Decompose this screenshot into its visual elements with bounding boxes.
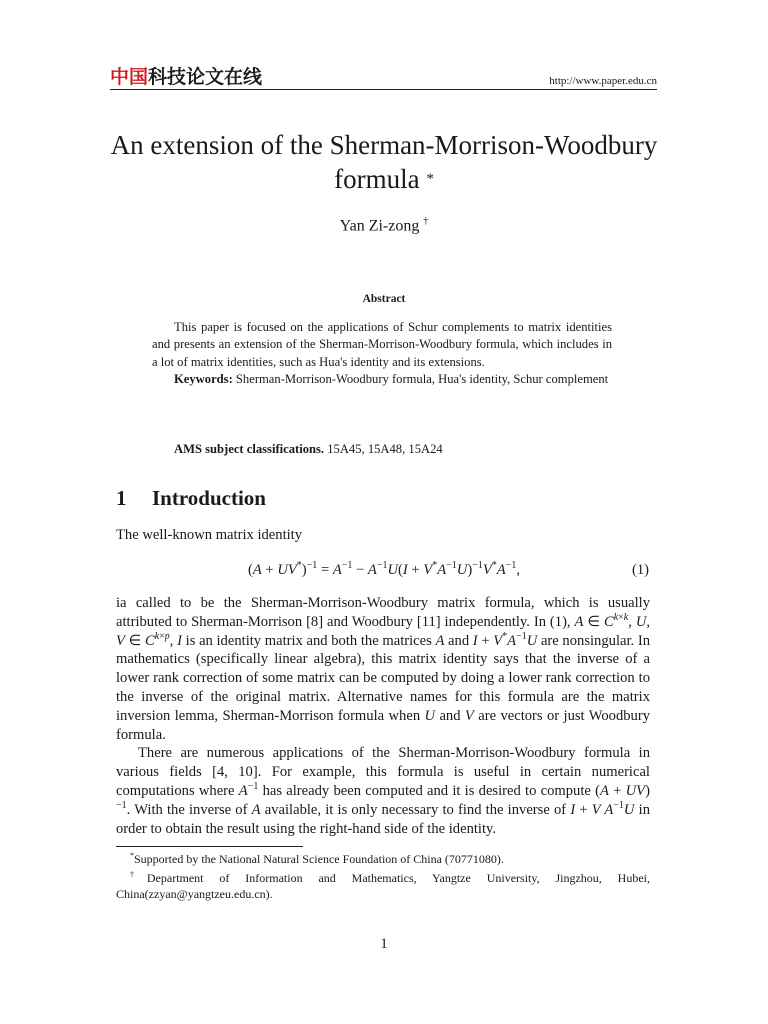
footnote-1-text: Supported by the National Natural Science Foundation of China (70771080). xyxy=(134,852,504,866)
footnote-2-text: Department of Information and Mathematics, Yangtze University, Jingzhou, Hubei, China(zzyan@yangtzeu.edu.cn). xyxy=(116,871,650,902)
p2-text-d: available, it is only necessary to find the inverse of xyxy=(260,801,571,818)
abstract-heading: Abstract xyxy=(362,293,406,305)
keywords-text: Sherman-Morrison-Woodbury formula, Hua's identity, Schur complement xyxy=(235,372,609,387)
equation-1: $(A + UV^*)^{-1} = A^{-1} - A^{-1}U(I + V^*A^{-1}U)^{-1}V^*A^{-1}$, xyxy=(247,560,520,578)
site-url[interactable]: http://www.paper.edu.cn xyxy=(549,75,657,87)
equation-number: (1) xyxy=(631,562,649,578)
footnote-1 xyxy=(116,848,650,867)
ams-label: AMS subject classifications. xyxy=(174,442,325,456)
footnote-2-mark: † xyxy=(130,870,147,880)
logo-part-red: 中国 xyxy=(110,66,149,88)
p2-text-c: . With the inverse of xyxy=(126,801,252,818)
p2-text-b: has already been computed and it is desired to compute xyxy=(258,782,596,799)
section-heading xyxy=(116,486,266,511)
logo-part-black: 科技论文在线 xyxy=(148,66,263,88)
p1-text-d: are vectors or just Woodbury formula. xyxy=(116,707,650,743)
p2-text-a: There are numerous applications of the Sherman-Morrison-Woodbury formula in various fields [4, 10]. For example, this formula is useful in certain numerical computations where xyxy=(116,745,650,799)
author-footnote-mark: † xyxy=(423,216,429,227)
abstract-body xyxy=(152,319,612,389)
footnote-1-mark: * xyxy=(130,851,134,860)
title-line-2 xyxy=(0,162,768,196)
intro-lead: The well-known matrix identity xyxy=(116,527,303,543)
keywords-label: Keywords: xyxy=(174,372,233,387)
section-title: Introduction xyxy=(152,486,266,510)
section-number: 1 xyxy=(116,486,127,510)
author xyxy=(0,216,768,235)
body-text xyxy=(116,594,650,838)
p2-text-e: in order to obtain the result using the right-hand side of the identity. xyxy=(116,801,650,837)
p1-text-a: ia called to be the Sherman-Morrison-Woodbury matrix formula, which is usually attributed to Sherman-Morrison [8] and Woodbury [11] independently. In (1), xyxy=(116,595,650,630)
ams-codes: 15A45, 15A48, 15A24 xyxy=(327,442,443,456)
site-logo xyxy=(110,62,262,89)
footnote-2 xyxy=(116,867,650,902)
keywords xyxy=(152,371,612,388)
ams-classification xyxy=(174,442,443,457)
page-number: 1 xyxy=(380,936,388,952)
paragraph-1: ia called to be the Sherman-Morrison-Woodbury matrix formula, which is usually attributed to Sherman-Morrison [8] and Woodbury [11] independently. In (1), A ∈ $C^{k\times k}$, U, V ∈ $C^{k\times p}$, I is an identity matrix and both the matrices A and $I + V^*A^{-1}U$ are nonsingular. In mathematics (specifically linear algebra), this matrix identity says that the inverse of a lower rank correction of some matrix can be computed by doing a lower rank correction to the inverse of the original matrix. Alternative names for this formula are the matrix inversion lemma, Sherman-Morrison formula when U and V are vectors or just Woodbury formula. xyxy=(116,595,651,743)
p1-text-b: is an identity matrix and both the matrices xyxy=(182,632,436,649)
paragraph-2: There are numerous applications of the Sherman-Morrison-Woodbury formula in various fields [4, 10]. For example, this formula is useful in certain numerical computations where $A^{-1}$ has already been computed and it is desired to compute (A + UV)$^{-1}$. With the inverse of A available, it is only necessary to find the inverse of I + V $A^{-1}U$ in order to obtain the result using the right-hand side of the identity. xyxy=(116,745,650,837)
header-rule xyxy=(110,89,657,90)
abstract-text: This paper is focused on the applications of Schur complements to matrix identities and presents an extension of the Sherman-Morrison-Woodbury formula, which includes in a lot of matrix identities, such as Hua's identity and its extensions. xyxy=(152,320,612,369)
title-line-2-text: formula xyxy=(334,164,420,194)
title-line-1: An extension of the Sherman-Morrison-Woodbury xyxy=(110,130,658,160)
paper-title xyxy=(0,128,768,196)
author-name: Yan Zi-zong xyxy=(339,217,420,235)
footnotes xyxy=(116,848,650,903)
title-footnote-mark: * xyxy=(426,171,434,187)
footnote-rule xyxy=(116,846,303,847)
p1-text-c: are nonsingular. In mathematics (specifically linear algebra), this matrix identity says that the inverse of a lower rank correction of some matrix can be computed by doing a lower rank correction to the inverse of the original matrix. Alternative names for this formula are the matrix inversion lemma, Sherman-Morrison formula when xyxy=(116,632,651,724)
